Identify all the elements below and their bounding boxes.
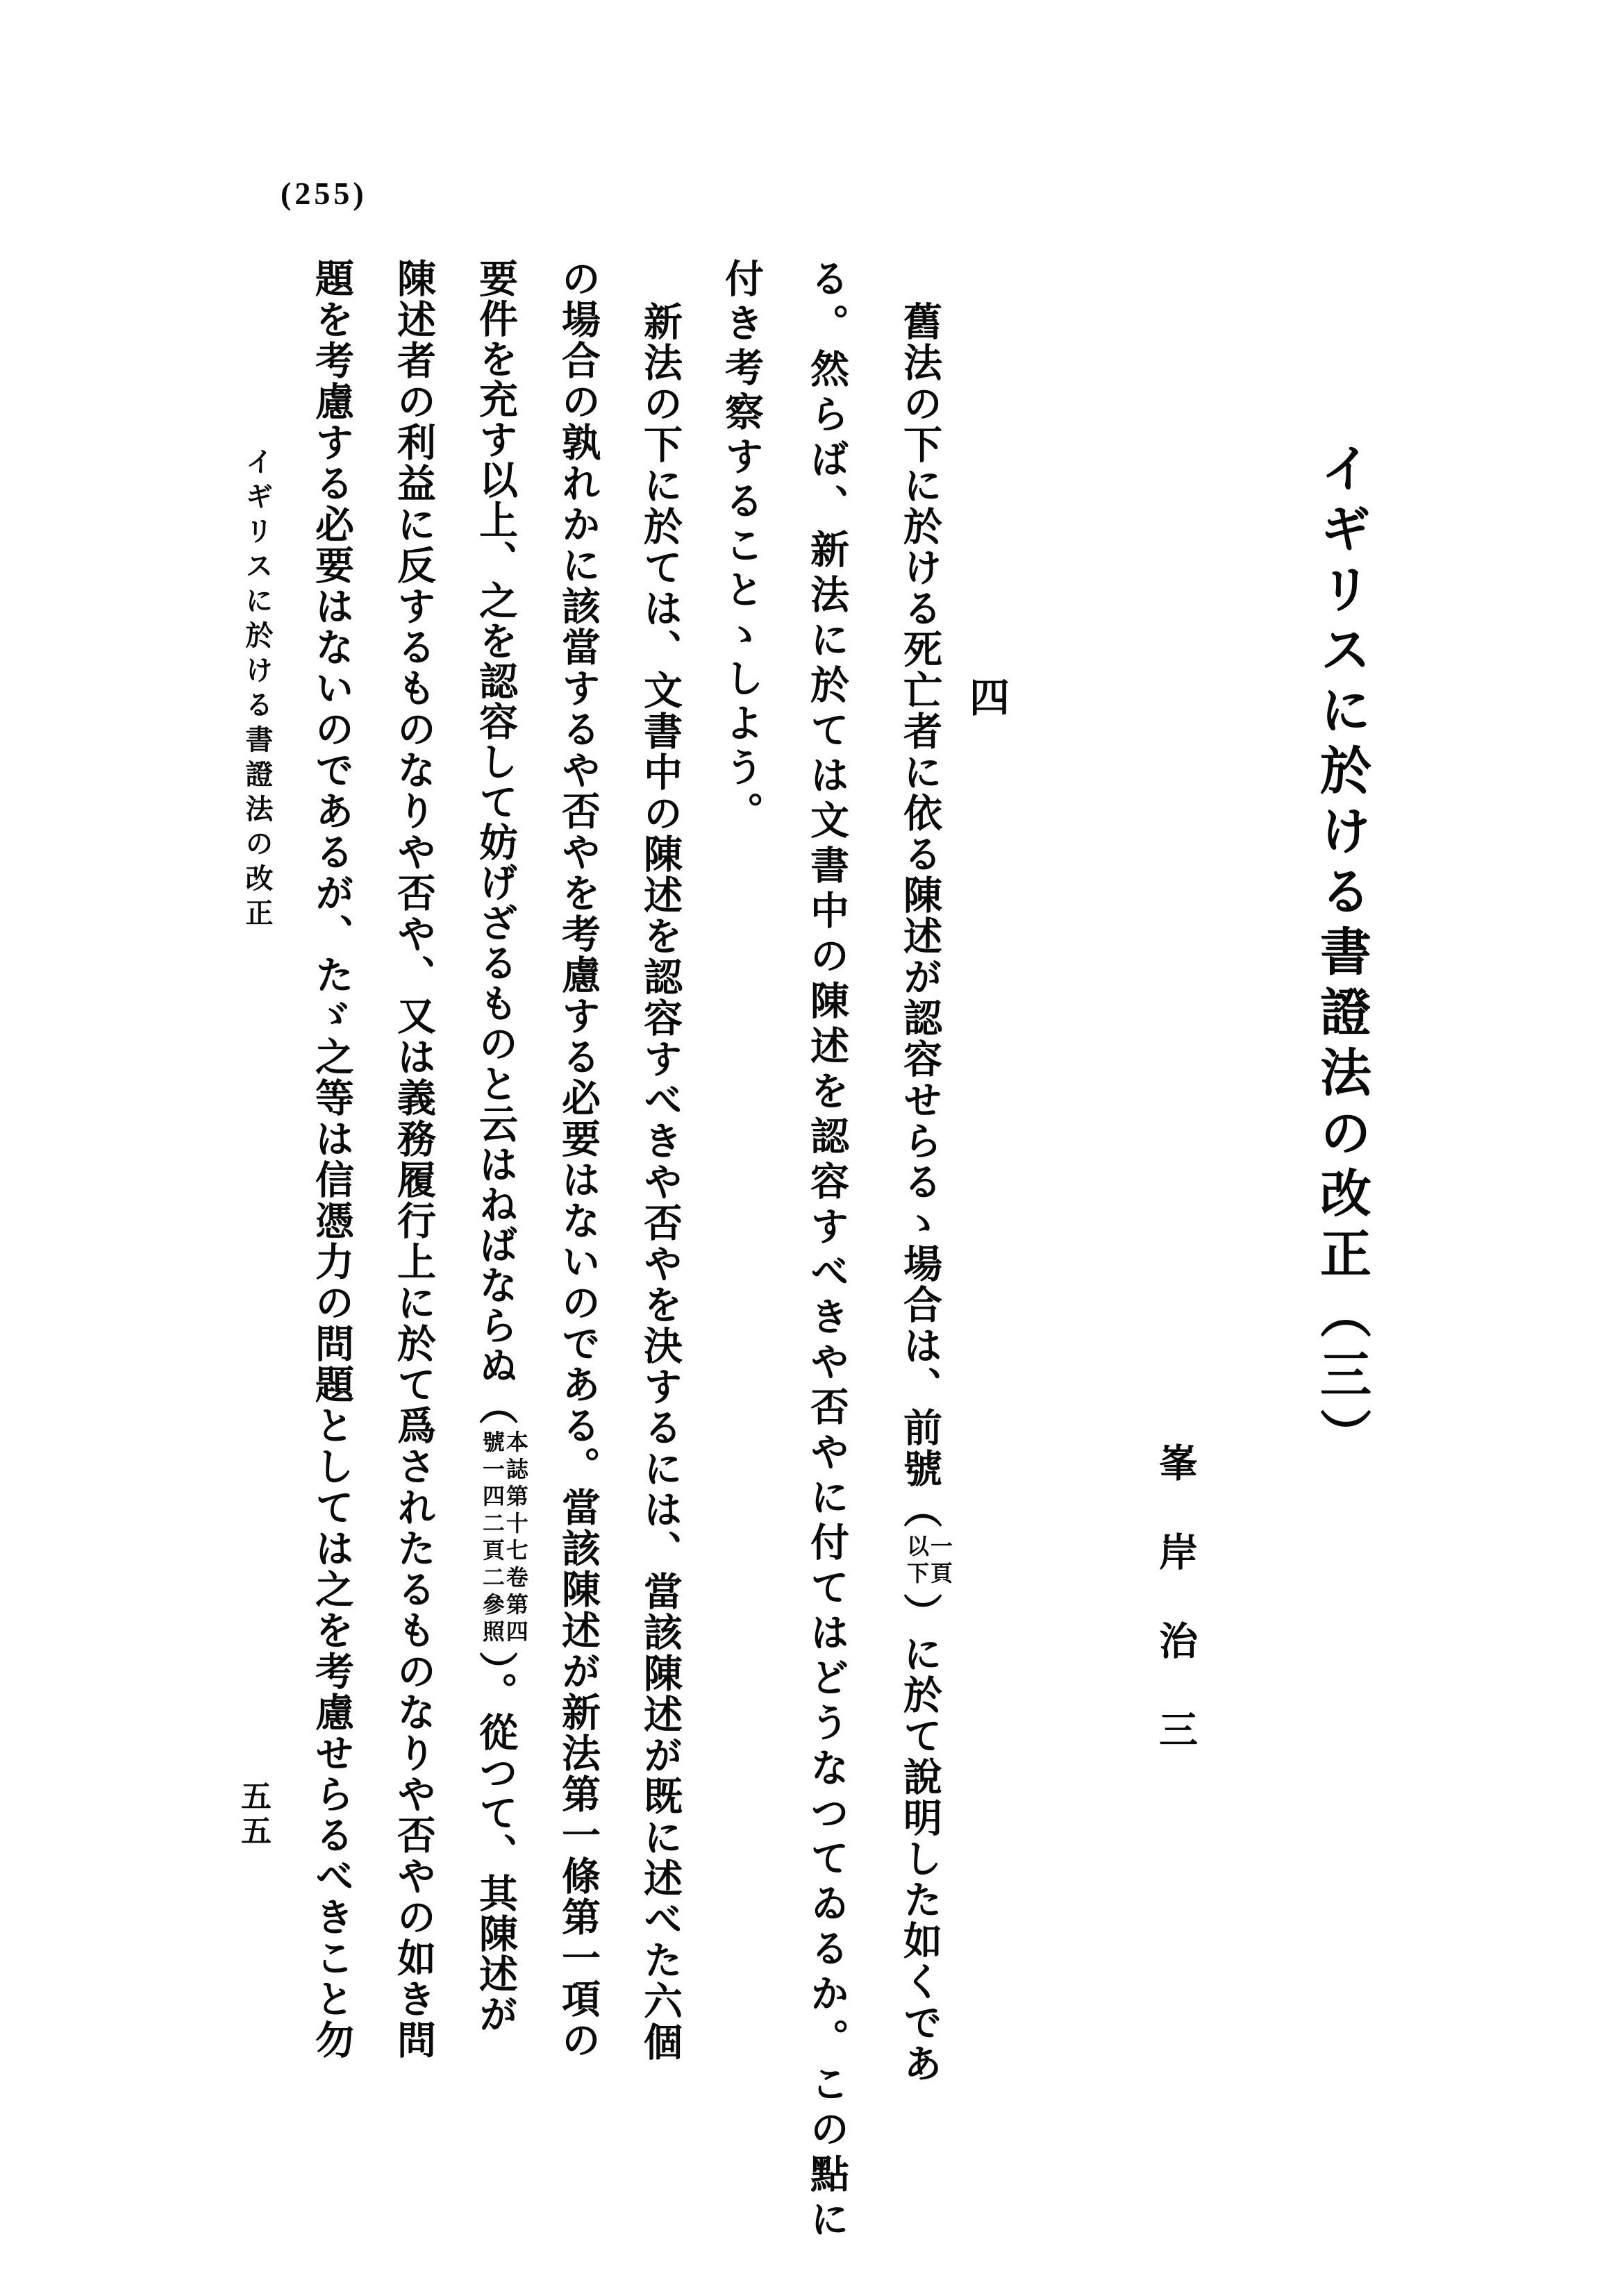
inline-citation-note [481, 1430, 528, 1647]
article-title: イギリスに於ける書證法の改正（三） [1312, 442, 1369, 1468]
text-column: 付き考察することゝしよう。 [719, 258, 762, 836]
text-column: 題を考慮する必要はないのであるが、たゞ之等は信憑力の問題としては之を考慮せらるべきこと勿 [310, 258, 353, 2061]
text-column: 要件を充す以上、之を認容して妨げざるものと云はねばならぬ（ 本誌第十七卷第四 號一四二頁二參照 ）。從つて、其陳述が [474, 258, 528, 2034]
section-number: 四 [969, 676, 1010, 721]
inline-note-line: 一頁 [927, 1534, 953, 1589]
text-column: の場合の孰れかに該當するや否やを考慮する必要はないのである。當該陳述が新法第一條第一項の [556, 258, 599, 2061]
author-name: 峯岸治三 [1153, 1443, 1196, 1798]
inline-note-line: 以下 [903, 1534, 929, 1589]
text-column: る。然らば、新法に於ては文書中の陳述を認容すべきや否やに付てはどうなつてゐるか。この點に [805, 258, 848, 2244]
inline-note-line: 號一四二頁二參照 [479, 1430, 505, 1647]
page-number: 五五 [236, 1780, 270, 1850]
text-column: 新法の下に於ては、文書中の陳述を認容すべきや否やを決するには、當該陳述が既に述べた六個 [638, 301, 681, 2063]
running-head: イギリスに於ける書證法の改正 [242, 447, 273, 933]
inline-note-line: 本誌第十七卷第四 [503, 1430, 528, 1647]
inline-citation-note [905, 1534, 952, 1589]
text-column: 舊法の下に於ける死亡者に依る陳述が認容せらるゝ場合は、前號（ 一頁 以下 ）に於て說明した如くであ [898, 301, 953, 2084]
text-column: 陳述者の利益に反するものなりや否や、又は義務履行上に於て爲されたるものなりや否やの如き問 [392, 258, 435, 2061]
page-marker: (255) [281, 176, 367, 211]
